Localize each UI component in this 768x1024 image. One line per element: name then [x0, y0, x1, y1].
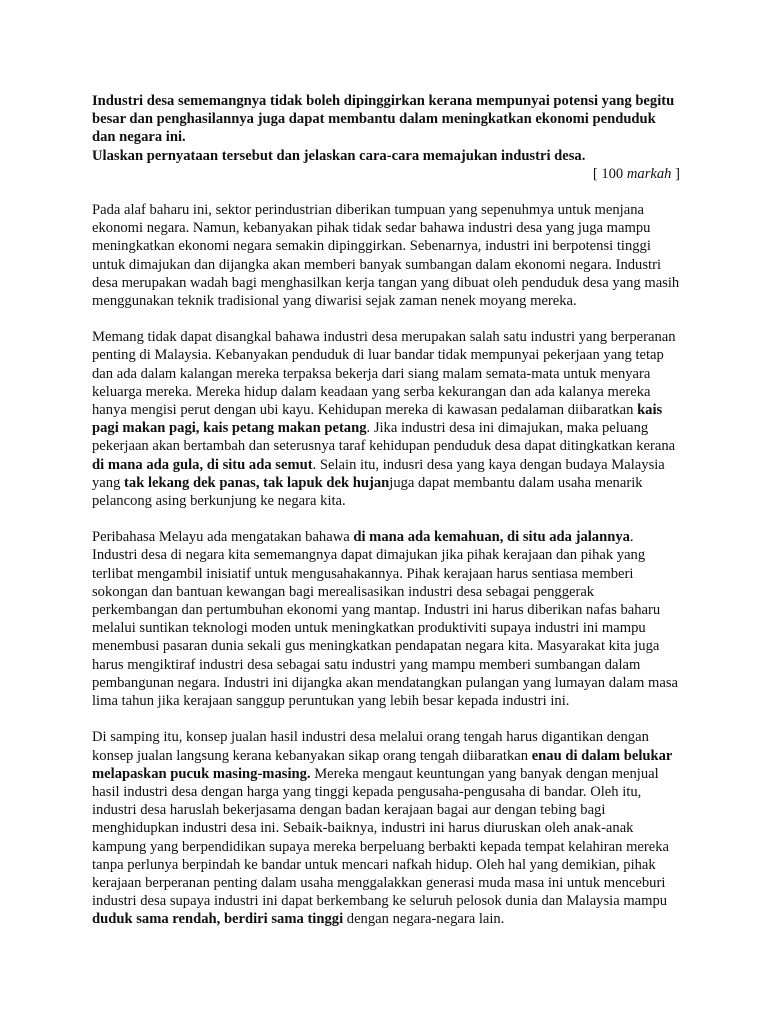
question-statement: Industri desa sememangnya tidak boleh dipinggirkan kerana mempunyai potensi yang begitu besar dan penghasilannya juga dapat membantu dalam meningkatkan ekonomi penduduk dan negara ini.	[92, 93, 675, 146]
essay-paragraph-4: Di samping itu, konsep jualan hasil industri desa melalui orang tengah harus digantikan dengan konsep jualan langsung kerana kebanyakan sikap orang tengah diibaratkan enau di dalam belukar melapaskan pucuk masing-masing. Mereka mengaut keuntungan yang banyak dengan menjual hasil industri desa dengan harga yang tinggi kepada pengusaha-pengusaha di bandar. Oleh itu, industri desa haruslah bekerjasama dengan badan kerajaan bagai aur dengan tebing bagi menghidupkan industri desa ini. Sebaik-baiknya, industri ini harus diuruskan oleh anak-anak kampung yang berpendidikan supaya mereka berpeluang berbakti kepada tempat kelahiran mereka tanpa perlunya berpindah ke bandar untuk mencari nafkah hidup. Oleh hal yang demikian, pihak kerajaan berperanan penting dalam usaha menggalakkan generasi muda masa ini untuk menceburi industri desa supaya industri ini dapat berkembang ke seluruh pelosok dunia dan Malaysia mampu duduk sama rendah, berdiri sama tinggi dengan negara-negara lain.	[92, 729, 673, 928]
proverb-highlight: tak lekang dek panas, tak lapuk dek hujan	[124, 474, 390, 491]
proverb-highlight: kais pagi makan pagi, kais petang makan petang	[92, 402, 663, 437]
proverb-highlight: di mana ada gula, di situ ada semut	[92, 456, 313, 473]
essay-paragraph-2: Memang tidak dapat disangkal bahawa industri desa merupakan salah satu industri yang berperanan penting di Malaysia. Kebanyakan penduduk di luar bandar tidak mempunyai pekerjaan yang tetap dan ada dalam kalangan mereka terpaksa bekerja dari siang malam semata-mata untuk menyara keluarga mereka. Mereka hidup dalam keadaan yang serba kekurangan dan ada kalanya mereka hanya mengisi perut dengan ubi kayu. Kehidupan mereka di kawasan pedalaman diibaratkan kais pagi makan pagi, kais petang makan petang. Jika industri desa ini dimajukan, maka peluang pekerjaan akan bertambah dan seterusnya taraf kehidupan penduduk desa dapat ditingkatkan kerana di mana ada gula, di situ ada semut. Selain itu, indusri desa yang kaya dengan budaya Malaysia yang tak lekang dek panas, tak lapuk dek hujanjuga dapat membantu dalam usaha menarik pelancong asing berkunjung ke negara kita.	[92, 329, 676, 510]
marks-close: ]	[671, 165, 680, 182]
question-prompt	[92, 92, 680, 165]
proverb-highlight: di mana ada kemahuan, di situ ada jalannya	[353, 529, 630, 546]
essay-document	[92, 92, 680, 929]
proverb-highlight: duduk sama rendah, berdiri sama tinggi	[92, 911, 344, 928]
question-instruction: Ulaskan pernyataan tersebut dan jelaskan cara-cara memajukan industri desa.	[92, 147, 586, 164]
essay-paragraph-3: Peribahasa Melayu ada mengatakan bahawa di mana ada kemahuan, di situ ada jalannya. Industri desa di negara kita sememangnya dapat dimajukan jika pihak kerajaan dan pihak yang terlibat mengambil inisiatif untuk mengusahakannya. Pihak kerajaan harus sentiasa memberi sokongan dan bantuan kewangan bagi merealisasikan industri desa sebagai penggerak perkembangan dan pertumbuhan ekonomi yang mantap. Industri ini harus diberikan nafas baharu melalui suntikan teknologi moden untuk meningkatkan produktiviti supaya industri ini mampu menembusi pasaran dunia sekali gus meningkatkan pendapatan negara kita. Masyarakat kita juga harus mengiktiraf industri desa sebagai satu industri yang mampu memberi sumbangan dalam pembangunan negara. Industri ini dijangka akan mendatangkan pulangan yang lumayan dalam masa lima tahun jika kerajaan sanggup peruntukan yang lebih besar kepada industri ini.	[92, 529, 678, 710]
marks-word: markah	[626, 165, 672, 182]
essay-paragraph-1: Pada alaf baharu ini, sektor perindustrian diberikan tumpuan yang sepenuhmya untuk menjana ekonomi negara. Namun, kebanyakan pihak tidak sedar bahawa industri desa yang juga mampu meningkatkan ekonomi negara semakin dipinggirkan. Sebenarnya, industri ini berpotensi tinggi untuk dimajukan dan dijangka akan memberi banyak sumbangan dalam ekonomi negara. Industri desa merupakan wadah bagi menghasilkan kerja tangan yang dibuat oleh penduduk desa yang masih menggunakan teknik tradisional yang diwarisi sejak zaman nenek moyang mereka.	[92, 202, 680, 310]
proverb-highlight: enau di dalam belukar melapaskan pucuk masing-masing.	[92, 747, 673, 782]
marks-open: [ 100	[592, 165, 627, 182]
essay-body	[92, 201, 680, 929]
marks-label	[92, 165, 680, 183]
